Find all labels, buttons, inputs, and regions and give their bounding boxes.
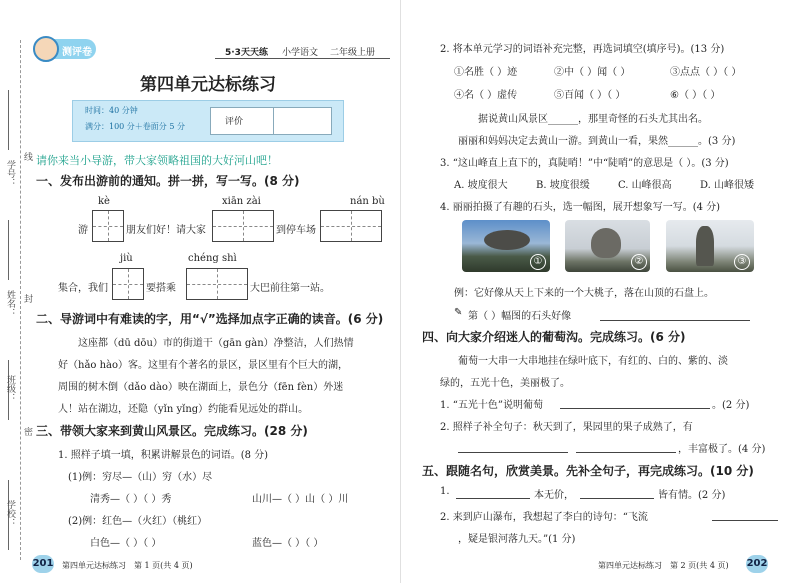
example-2: (2)例：红色—（火红）（桃红） bbox=[68, 516, 208, 527]
option-d[interactable]: D. 山峰很矮 bbox=[700, 180, 755, 191]
right-page bbox=[400, 0, 800, 583]
mark-dense: 密 bbox=[24, 428, 34, 438]
pinyin-1: kè bbox=[98, 196, 110, 207]
word-4[interactable]: ④名（ ）虚传 bbox=[454, 90, 518, 101]
s4-q1-line[interactable] bbox=[560, 408, 710, 409]
option-c[interactable]: C. 山峰很高 bbox=[618, 180, 672, 191]
section-4-heading: 四、向大家介绍迷人的葡萄沟。完成练习。(6 分) bbox=[422, 330, 686, 344]
line1-part-a: 游 bbox=[78, 225, 88, 236]
answer-prompt: 第（ ）幅图的石头好像 bbox=[468, 311, 572, 322]
q2-heading: 2. 将本单元学习的词语补充完整，再选词填空(填序号)。(13 分) bbox=[440, 44, 725, 55]
binding-dashed-line bbox=[20, 40, 21, 560]
time-info: 时间：40 分钟 bbox=[85, 106, 138, 115]
page-title: 第四单元达标练习 bbox=[140, 75, 276, 95]
option-a[interactable]: A. 坡度很大 bbox=[454, 180, 508, 191]
section-2-line-4: 人！站在湖边，还隐（yǐn yǐng）约能看见远处的群山。 bbox=[58, 404, 309, 415]
binding-line-1 bbox=[8, 90, 9, 150]
q4-heading: 4. 丽丽拍摄了有趣的石头，选一幅图，展开想象写一写。(4 分) bbox=[440, 202, 721, 213]
name-label: 姓名： bbox=[5, 290, 15, 317]
s4-q2-line-1[interactable] bbox=[458, 452, 568, 453]
word-5[interactable]: ⑤百闻（ ）（ ） bbox=[554, 90, 626, 101]
write-box-4[interactable] bbox=[112, 268, 144, 300]
line2-part-c: 大巴前往第一站。 bbox=[250, 283, 330, 294]
header-series: 5·3天天练 bbox=[225, 48, 268, 58]
line1-part-c: 到停车场 bbox=[276, 225, 316, 236]
photo-2-number: ② bbox=[631, 254, 647, 270]
s5-q1-line-2[interactable] bbox=[580, 498, 654, 499]
write-box-5[interactable] bbox=[186, 268, 248, 300]
section-5-q2-end: ，疑是银河落九天。”(1 分) bbox=[458, 534, 576, 545]
section-3-q1: 1. 照样子填一填，积累讲解景色的词语。(8 分) bbox=[58, 450, 269, 461]
mark-line: 线 bbox=[24, 153, 34, 163]
footer-right-text: 第四单元达标练习 第 2 页(共 4 页) bbox=[598, 561, 729, 570]
section-4-para-2: 绿的，五光十色，美丽极了。 bbox=[440, 378, 570, 389]
word-6[interactable]: ⑥（ ）（ ） bbox=[670, 90, 721, 101]
score-info: 满分：100 分＋卷面分 5 分 bbox=[85, 122, 185, 131]
line2-part-a: 集合，我们 bbox=[58, 283, 108, 294]
answer-line[interactable] bbox=[600, 320, 750, 321]
header-rule bbox=[215, 58, 390, 59]
page-number-right: 202 bbox=[746, 555, 768, 573]
blank-qingxiu[interactable]: 清秀—（ ）（ ）秀 bbox=[90, 494, 172, 505]
blank-shanchuan[interactable]: 山川—（ ）山（ ）川 bbox=[252, 494, 349, 505]
photo-3-number: ③ bbox=[734, 254, 750, 270]
section-4-q2-end: ，丰富极了。(4 分) bbox=[678, 444, 766, 455]
eval-label: 评价 bbox=[225, 117, 244, 127]
section-2-line-2: 好（hǎo hào）客。这里有个著名的景区，景区里有个巨大的湖， bbox=[58, 360, 349, 371]
section-5-q1-mid: 本无价， bbox=[534, 490, 574, 501]
binding-line-2 bbox=[8, 220, 9, 280]
section-4-q2: 2. 照样子补全句子：秋天到了，果园里的果子成熟了，有 bbox=[440, 422, 693, 433]
header-grade: 二年级上册 bbox=[330, 48, 376, 58]
option-b[interactable]: B. 坡度很缓 bbox=[536, 180, 590, 191]
word-1[interactable]: ①名胜（ ）迹 bbox=[454, 67, 518, 78]
rock-photo-1[interactable] bbox=[462, 220, 550, 272]
section-3-heading: 三、带领大家来到黄山风景区。完成练习。(28 分) bbox=[36, 424, 308, 438]
rock-photo-2[interactable] bbox=[565, 220, 650, 272]
blank-baise[interactable]: 白色—（ ）（ ） bbox=[90, 538, 162, 549]
pinyin-4: jiù bbox=[120, 253, 133, 264]
section-2-line-1: 这座都（dū dōu）市的街道干（gān gàn）净整洁，人们热情 bbox=[78, 338, 354, 349]
pinyin-2: xiān zài bbox=[222, 196, 261, 207]
student-id-label: 学号： bbox=[5, 160, 15, 187]
footer-left-text: 第四单元达标练习 第 1 页(共 4 页) bbox=[62, 561, 193, 570]
pencil-icon: ✎ bbox=[454, 307, 463, 318]
s5-q2-line[interactable] bbox=[712, 520, 778, 521]
section-2-heading: 二、导游词中有难读的字，用“√”选择加点字正确的读音。(6 分) bbox=[36, 312, 384, 326]
section-5-q1-end: 皆有情。(2 分) bbox=[658, 490, 726, 501]
fill-sentence-1[interactable]: 据说黄山风景区______，那里奇怪的石头尤其出名。 bbox=[478, 114, 708, 125]
pinyin-5: chéng shì bbox=[188, 253, 237, 264]
line1-part-b: 朋友们好！请大家 bbox=[126, 225, 206, 236]
school-label: 学校： bbox=[5, 500, 15, 527]
s5-q1-line-1[interactable] bbox=[456, 498, 530, 499]
section-1-heading: 一、发布出游前的通知。拼一拼，写一写。(8 分) bbox=[36, 174, 300, 188]
page-fold bbox=[400, 0, 401, 583]
avatar-icon bbox=[33, 36, 59, 62]
q3-heading: 3. “这山峰直上直下的，真陡哨！”中“陡哨”的意思是（ ）。(3 分) bbox=[440, 158, 729, 169]
class-label: 班级： bbox=[5, 375, 15, 402]
write-box-3[interactable] bbox=[320, 210, 382, 242]
photo-1-number: ① bbox=[530, 254, 546, 270]
word-3[interactable]: ③点点（ ）（ ） bbox=[670, 67, 742, 78]
write-box-2[interactable] bbox=[212, 210, 274, 242]
pinyin-3: nán bù bbox=[350, 196, 385, 207]
example-1: (1)例：穷尽—（山）穷（水）尽 bbox=[68, 472, 213, 483]
rock-photo-3[interactable] bbox=[666, 220, 754, 272]
section-5-q1-num: 1. bbox=[440, 486, 450, 497]
line2-part-b: 要搭乘 bbox=[146, 283, 176, 294]
section-4-para-1: 葡萄一大串一大串地挂在绿叶底下，有红的、白的、紫的、淡 bbox=[458, 356, 728, 367]
section-4-q1: 1. “五光十色”说明葡萄 bbox=[440, 400, 543, 411]
badge-label: 测评卷 bbox=[62, 47, 92, 58]
intro-text: 请你来当小导游，带大家领略祖国的大好河山吧！ bbox=[36, 154, 278, 167]
fill-sentence-2[interactable]: 丽丽和妈妈决定去黄山一游。到黄山一看，果然______。(3 分) bbox=[458, 136, 736, 147]
section-5-heading: 五、跟随名句，欣赏美景。先补全句子，再完成练习。(10 分) bbox=[422, 464, 754, 478]
blank-lanse[interactable]: 蓝色—（ ）（ ） bbox=[252, 538, 324, 549]
section-2-line-3: 周围的树木倒（dǎo dào）映在湖面上，景色分（fēn fèn）外迷 bbox=[58, 382, 344, 393]
word-2[interactable]: ②中（ ）闻（ ） bbox=[554, 67, 631, 78]
example-sentence: 例：它好像从天上下来的一个大桃子，落在山顶的石盘上。 bbox=[454, 288, 714, 299]
mark-seal: 封 bbox=[24, 295, 34, 305]
section-4-q1-suffix: 。(2 分) bbox=[712, 400, 750, 411]
section-5-q2: 2. 来到庐山瀑布，我想起了李白的诗句：“飞流 bbox=[440, 512, 648, 523]
page-number-left: 201 bbox=[32, 555, 54, 573]
header-subject: 小学语文 bbox=[282, 48, 319, 58]
s4-q2-line-2[interactable] bbox=[576, 452, 676, 453]
write-box-1[interactable] bbox=[92, 210, 124, 242]
